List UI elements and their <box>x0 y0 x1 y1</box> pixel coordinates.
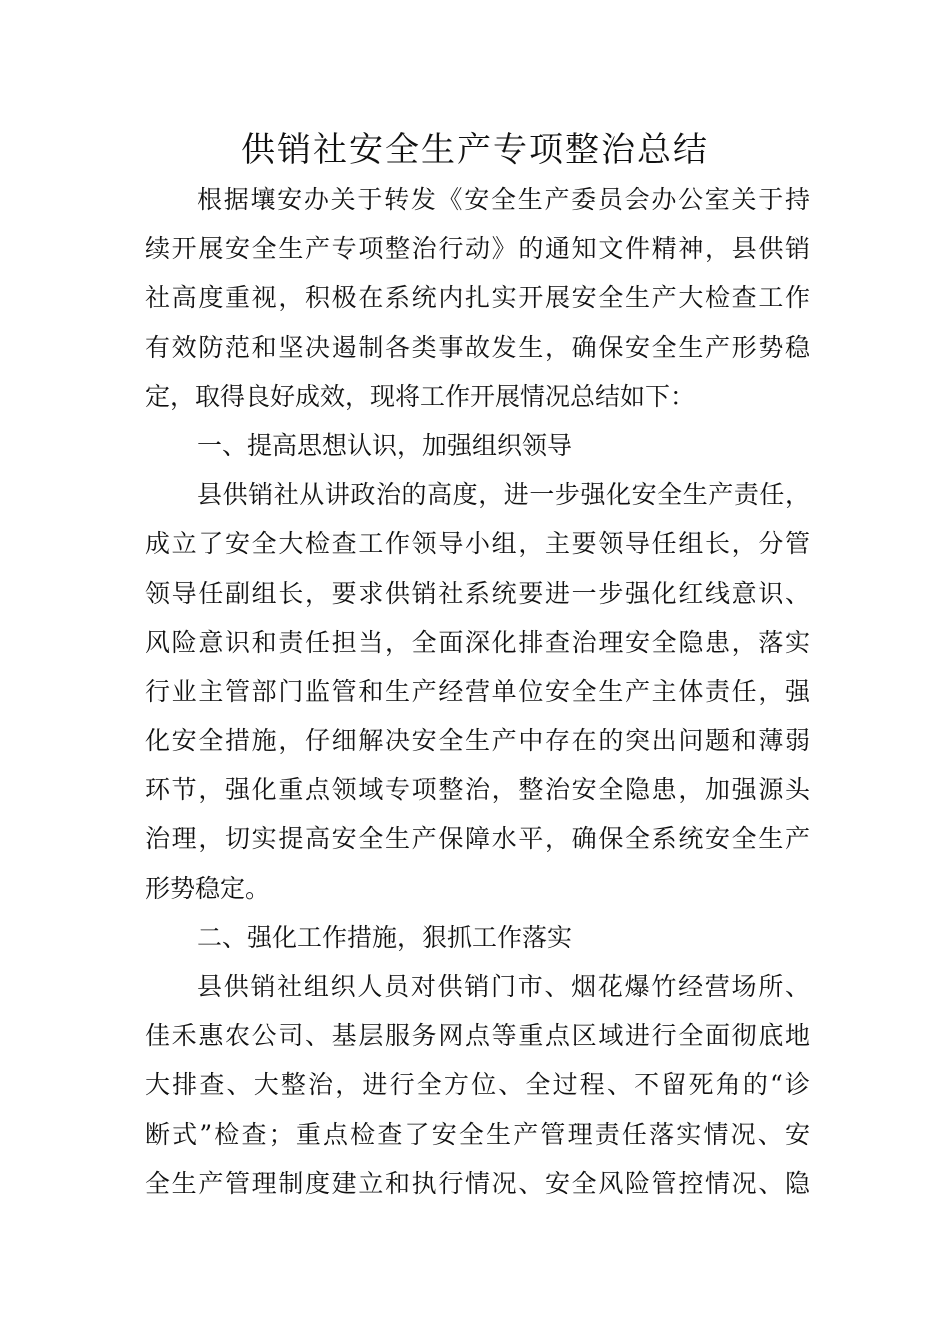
paragraph-line: 形势稳定。 <box>145 873 271 903</box>
paragraph-line: 县供销社从讲政治的高度，进一步强化安全生产责任， <box>197 480 810 510</box>
paragraph-line: 风险意识和责任担当，全面深化排查治理安全隐患，落实 <box>145 627 810 657</box>
paragraph-line: 根据壤安办关于转发《安全生产委员会办公室关于持 <box>197 185 810 214</box>
paragraph-line: 续开展安全生产专项整治行动》的通知文件精神，县供销 <box>145 234 810 264</box>
paragraph-line: 行业主管部门监管和生产经营单位安全生产主体责任，强 <box>145 676 810 706</box>
document-title: 供销社安全生产专项整治总结 <box>241 130 709 170</box>
paragraph-line: 社高度重视，积极在系统内扎实开展安全生产大检查工作 <box>145 283 810 313</box>
document-body <box>145 175 810 1208</box>
paragraph-line: 县供销社组织人员对供销门市、烟花爆竹经营场所、 <box>197 972 810 1001</box>
section-heading: 一、提高思想认识，加强组织领导 <box>197 430 573 460</box>
section-heading: 二、强化工作措施，狠抓工作落实 <box>197 922 573 952</box>
paragraph-line: 断式”检查；重点检查了安全生产管理责任落实情况、安 <box>145 1119 810 1149</box>
paragraph-line: 领导任副组长，要求供销社系统要进一步强化红线意识、 <box>145 578 810 608</box>
paragraph-line: 定，取得良好成效，现将工作开展情况总结如下： <box>145 381 696 411</box>
paragraph-line: 佳禾惠农公司、基层服务网点等重点区域进行全面彻底地 <box>145 1021 810 1051</box>
paragraph-line: 大排查、大整治，进行全方位、全过程、不留死角的“诊 <box>145 1070 810 1100</box>
paragraph-line: 治理，切实提高安全生产保障水平，确保全系统安全生产 <box>145 824 810 854</box>
paragraph-line: 有效防范和坚决遏制各类事故发生，确保安全生产形势稳 <box>145 332 810 362</box>
paragraph-line: 成立了安全大检查工作领导小组，主要领导任组长，分管 <box>145 529 810 559</box>
paragraph-line: 环节，强化重点领域专项整治，整治安全隐患，加强源头 <box>145 775 810 805</box>
paragraph-line: 化安全措施，仔细解决安全生产中存在的突出问题和薄弱 <box>145 726 810 756</box>
paragraph-line: 全生产管理制度建立和执行情况、安全风险管控情况、隐 <box>145 1168 810 1198</box>
